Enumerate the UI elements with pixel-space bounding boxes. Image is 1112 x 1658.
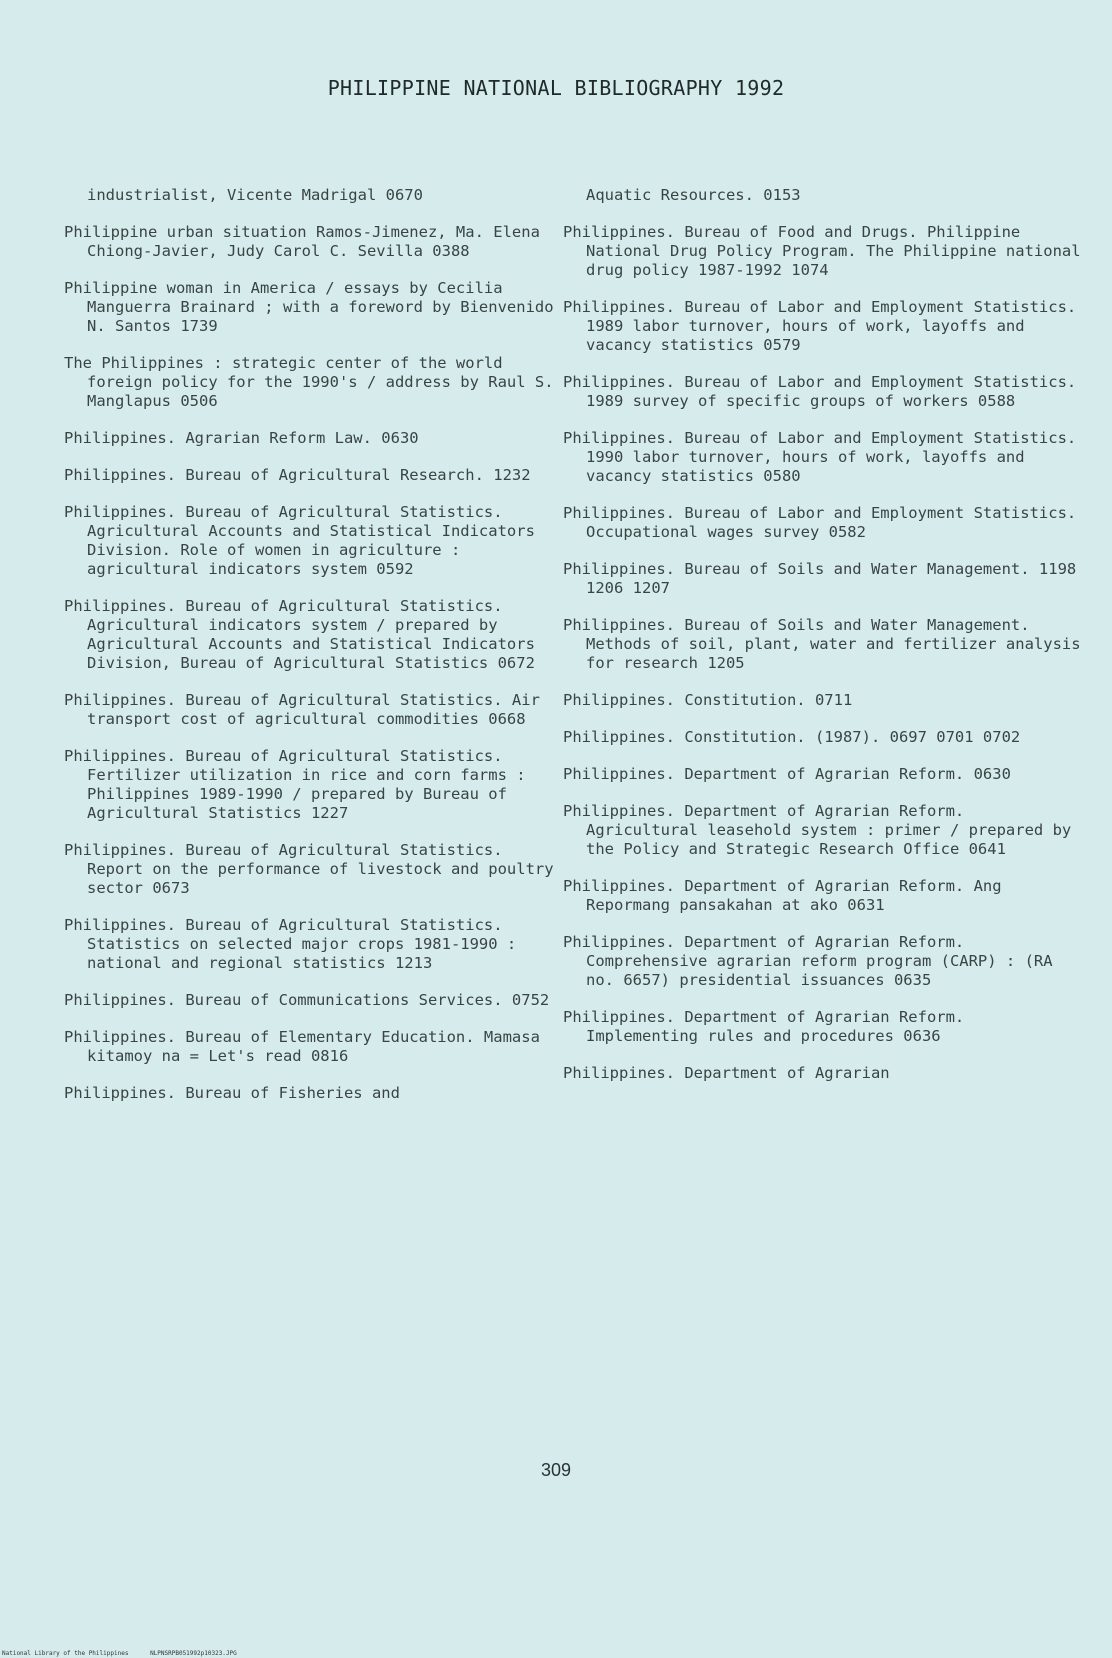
bibliography-entry: Aquatic Resources. 0153 bbox=[586, 186, 801, 204]
file-reference: NLPNSRPB051992p10323.JPG bbox=[150, 1650, 237, 1657]
page-title: PHILIPPINE NATIONAL BIBLIOGRAPHY 1992 bbox=[327, 76, 785, 100]
bibliography-entry: Philippines. Bureau of Fisheries and bbox=[64, 1084, 400, 1102]
library-note: National Library of the Philippines bbox=[2, 1650, 129, 1657]
bibliography-entry: Philippines. Bureau of Agricultural Statistics. Report on the performance of livestock and poultry sector 0673 bbox=[64, 841, 554, 897]
bibliography-entry: Philippines. Bureau of Soils and Water Management. Methods of soil, plant, water and fertilizer analysis for research 1205 bbox=[563, 616, 1081, 672]
bibliography-entry: Philippines. Bureau of Agricultural Statistics. Air transport cost of agricultural commodities 0668 bbox=[64, 691, 540, 728]
bibliography-entry: industrialist, Vicente Madrigal 0670 bbox=[87, 186, 423, 204]
scan-footer bbox=[2, 1650, 255, 1657]
bibliography-entry: Philippines. Department of Agrarian Reform. Agricultural leasehold system : primer / prepared by the Policy and Strategic Research Office 0641 bbox=[563, 802, 1072, 858]
bibliography-entry: The Philippines : strategic center of the world foreign policy for the 1990's / address by Raul S. Manglapus 0506 bbox=[64, 354, 554, 410]
bibliography-entry: Philippines. Department of Agrarian Reform. 0630 bbox=[563, 765, 1011, 783]
bibliography-entry: Philippines. Constitution. 0711 bbox=[563, 691, 853, 709]
right-column bbox=[563, 186, 1083, 1101]
bibliography-entry: Philippines. Agrarian Reform Law. 0630 bbox=[64, 429, 419, 447]
bibliography-entry: Philippines. Bureau of Agricultural Statistics. Statistics on selected major crops 1981-1990 : national and regional statistics 1213 bbox=[64, 916, 517, 972]
bibliography-entry: Philippines. Bureau of Agricultural Statistics. Agricultural Accounts and Statistical Indicators Division. Role of women in agriculture : agricultural indicators system 0592 bbox=[64, 503, 535, 578]
bibliography-entry: Philippines. Department of Agrarian bbox=[563, 1064, 890, 1082]
bibliography-entry: Philippines. Bureau of Agricultural Statistics. Agricultural indicators system / prepared by Agricultural Accounts and Statistical Indicators Division, Bureau of Agricultural Statistics 0672 bbox=[64, 597, 535, 672]
bibliography-entry: Philippines. Department of Agrarian Reform. Comprehensive agrarian reform program (CARP) : (RA no. 6657) presidential issuances 0635 bbox=[563, 933, 1053, 989]
bibliography-entry: Philippines. Bureau of Labor and Employment Statistics. 1989 labor turnover, hours of work, layoffs and vacancy statistics 0579 bbox=[563, 298, 1077, 354]
left-column bbox=[64, 186, 554, 1121]
bibliography-entry: Philippines. Bureau of Agricultural Research. 1232 bbox=[64, 466, 531, 484]
bibliography-entry: Philippines. Bureau of Agricultural Statistics. Fertilizer utilization in rice and corn farms : Philippines 1989-1990 / prepared by Bureau of Agricultural Statistics 1227 bbox=[64, 747, 526, 822]
bibliography-entry: Philippines. Bureau of Labor and Employment Statistics. 1990 labor turnover, hours of work, layoffs and vacancy statistics 0580 bbox=[563, 429, 1077, 485]
bibliography-entry: Philippines. Constitution. (1987). 0697 0701 0702 bbox=[563, 728, 1021, 746]
bibliography-entry: Philippine urban situation Ramos-Jimenez, Ma. Elena Chiong-Javier, Judy Carol C. Sevilla 0388 bbox=[64, 223, 540, 260]
bibliography-entry: Philippines. Bureau of Food and Drugs. Philippine National Drug Policy Program. The Philippine national drug policy 1987-1992 1074 bbox=[563, 223, 1081, 279]
bibliography-entry: Philippines. Bureau of Labor and Employment Statistics. 1989 survey of specific groups of workers 0588 bbox=[563, 373, 1077, 410]
bibliography-entry: Philippines. Bureau of Soils and Water Management. 1198 1206 1207 bbox=[563, 560, 1077, 597]
bibliography-entry: Philippines. Bureau of Communications Services. 0752 bbox=[64, 991, 550, 1009]
page-number: 309 bbox=[540, 1460, 572, 1480]
bibliography-entry: Philippines. Bureau of Labor and Employment Statistics. Occupational wages survey 0582 bbox=[563, 504, 1077, 541]
bibliography-entry: Philippine woman in America / essays by Cecilia Manguerra Brainard ; with a foreword by Bienvenido N. Santos 1739 bbox=[64, 279, 554, 335]
bibliography-entry: Philippines. Bureau of Elementary Education. Mamasa kitamoy na = Let's read 0816 bbox=[64, 1028, 540, 1065]
bibliography-entry: Philippines. Department of Agrarian Reform. Implementing rules and procedures 0636 bbox=[563, 1008, 965, 1045]
bibliography-entry: Philippines. Department of Agrarian Reform. Ang Repormang pansakahan at ako 0631 bbox=[563, 877, 1002, 914]
